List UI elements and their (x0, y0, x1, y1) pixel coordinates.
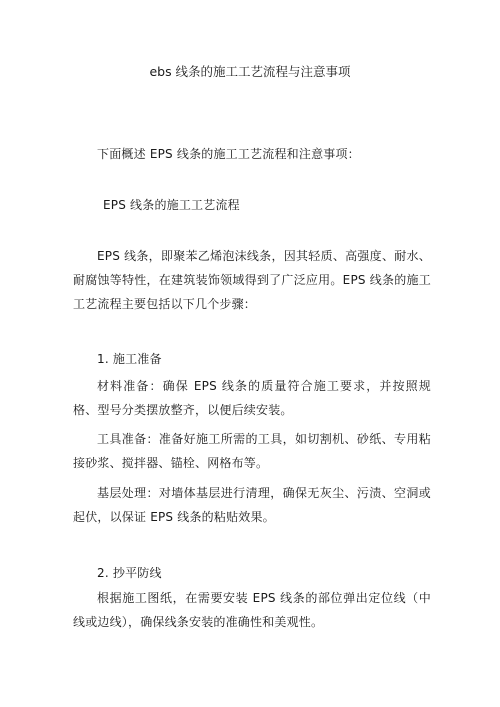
step1-tools-paragraph: 工具准备：准备好施工所需的工具，如切割机、砂纸、专用粘接砂浆、搅拌器、锚栓、网格布等。 (73, 432, 431, 470)
overview-paragraph: EPS 线条，即聚苯乙烯泡沫线条，因其轻质、高强度、耐水、耐腐蚀等特性，在建筑装饰领域得到了广泛应用。EPS 线条的施工工艺流程主要包括以下几个步骤： (73, 249, 431, 311)
document-title: ebs 线条的施工工艺流程与注意事项 (149, 64, 351, 79)
step1-base-paragraph: 基层处理：对墙体基层进行清理，确保无灰尘、污渍、空洞或起伏，以保证 EPS 线条的粘贴效果。 (73, 486, 431, 524)
step1-material-paragraph: 材料准备：确保 EPS 线条的质量符合施工要求，并按照规格、型号分类摆放整齐，以便后续安装。 (73, 379, 431, 417)
section-heading: EPS 线条的施工工艺流程 (103, 198, 240, 212)
step2-paragraph: 根据施工图纸，在需要安装 EPS 线条的部位弹出定位线（中线或边线），确保线条安装的准确性和美观性。 (73, 591, 431, 629)
step2-heading: 2. 抄平防线 (97, 566, 162, 580)
step1-heading: 1. 施工准备 (97, 352, 162, 366)
intro-paragraph: 下面概述 EPS 线条的施工工艺流程和注意事项： (97, 147, 360, 161)
